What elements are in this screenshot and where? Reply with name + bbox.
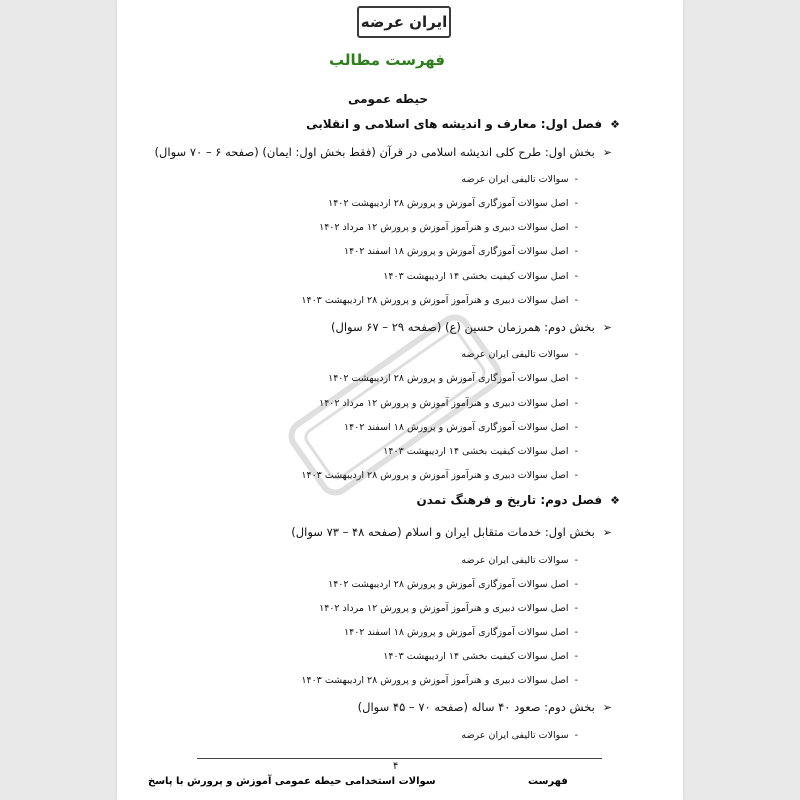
list-item: -اصل سوالات دبیری و هنرآموز آموزش و پرورش ۱۲ مرداد ۱۴۰۲ bbox=[319, 603, 578, 614]
list-item: -اصل سوالات دبیری و هنرآموز آموزش و پرورش ۲۸ اردیبهشت ۱۴۰۳ bbox=[301, 470, 578, 481]
list-item: -اصل سوالات آموزگاری آموزش و پرورش ۱۸ اسفند ۱۴۰۲ bbox=[343, 627, 578, 638]
arrow-bullet-icon: ➢ bbox=[602, 701, 612, 714]
dash-icon: - bbox=[574, 174, 578, 185]
chapter-label: فصل دوم: تاریخ و فرهنگ تمدن bbox=[416, 493, 603, 507]
section-heading: حیطه عمومی bbox=[347, 92, 428, 106]
list-item: -اصل سوالات آموزگاری آموزش و پرورش ۲۸ اردیبهشت ۱۴۰۲ bbox=[328, 373, 578, 384]
dash-icon: - bbox=[574, 198, 578, 209]
part-label: بخش دوم: همرزمان حسین (ع) (صفحه ۲۹ – ۶۷ سوال) bbox=[331, 320, 595, 334]
dash-icon: - bbox=[574, 295, 578, 306]
part-heading bbox=[155, 145, 612, 159]
footer-divider bbox=[197, 758, 602, 759]
dash-icon: - bbox=[574, 373, 578, 384]
list-item: -اصل سوالات دبیری و هنرآموز آموزش و پرورش ۱۲ مرداد ۱۴۰۲ bbox=[319, 398, 578, 409]
arrow-bullet-icon: ➢ bbox=[602, 321, 612, 334]
dash-icon: - bbox=[574, 627, 578, 638]
chapter-heading bbox=[417, 493, 620, 507]
list-item: -اصل سوالات آموزگاری آموزش و پرورش ۲۸ اردیبهشت ۱۴۰۲ bbox=[328, 198, 578, 209]
list-item: -سوالات تالیفی ایران عرضه bbox=[461, 349, 578, 360]
list-item: -اصل سوالات کیفیت بخشی ۱۴ اردیبهشت ۱۴۰۳ bbox=[383, 651, 578, 662]
list-item: -اصل سوالات کیفیت بخشی ۱۴ اردیبهشت ۱۴۰۳ bbox=[383, 271, 578, 282]
part-heading bbox=[331, 320, 612, 334]
part-heading bbox=[358, 700, 612, 714]
dash-icon: - bbox=[574, 222, 578, 233]
dash-icon: - bbox=[574, 579, 578, 590]
dash-icon: - bbox=[574, 422, 578, 433]
dash-icon: - bbox=[574, 470, 578, 481]
chapter-heading bbox=[306, 117, 620, 131]
brand-logo-text: ایران عرضه bbox=[360, 13, 448, 31]
dash-icon: - bbox=[574, 651, 578, 662]
list-item: -اصل سوالات دبیری و هنرآموز آموزش و پرورش ۲۸ اردیبهشت ۱۴۰۳ bbox=[301, 295, 578, 306]
footer-section-label: فهرست bbox=[528, 776, 568, 787]
list-item: -اصل سوالات کیفیت بخشی ۱۴ اردیبهشت ۱۴۰۳ bbox=[383, 446, 578, 457]
diamond-bullet-icon: ❖ bbox=[610, 118, 620, 131]
dash-icon: - bbox=[574, 246, 578, 257]
diamond-bullet-icon: ❖ bbox=[610, 494, 620, 507]
part-heading bbox=[291, 525, 612, 539]
list-item: -اصل سوالات آموزگاری آموزش و پرورش ۱۸ اسفند ۱۴۰۲ bbox=[343, 422, 578, 433]
footer-book-title: سوالات استخدامی حیطه عمومی آموزش و پرورش با پاسخ bbox=[148, 776, 436, 787]
dash-icon: - bbox=[574, 675, 578, 686]
list-item: -اصل سوالات آموزگاری آموزش و پرورش ۱۸ اسفند ۱۴۰۲ bbox=[343, 246, 578, 257]
part-label: بخش اول: خدمات متقابل ایران و اسلام (صفحه ۴۸ – ۷۳ سوال) bbox=[291, 525, 595, 539]
list-item: -اصل سوالات آموزگاری آموزش و پرورش ۲۸ اردیبهشت ۱۴۰۲ bbox=[328, 579, 578, 590]
dash-icon: - bbox=[574, 730, 578, 741]
dash-icon: - bbox=[574, 446, 578, 457]
dash-icon: - bbox=[574, 349, 578, 360]
brand-logo bbox=[357, 6, 451, 38]
list-item: -اصل سوالات دبیری و هنرآموز آموزش و پرورش ۱۲ مرداد ۱۴۰۲ bbox=[319, 222, 578, 233]
dash-icon: - bbox=[574, 271, 578, 282]
list-item: -اصل سوالات دبیری و هنرآموز آموزش و پرورش ۲۸ اردیبهشت ۱۴۰۳ bbox=[301, 675, 578, 686]
part-label: بخش دوم: صعود ۴۰ ساله (صفحه ۷۰ – ۴۵ سوال) bbox=[357, 700, 595, 714]
page-title: فهرست مطالب bbox=[329, 51, 445, 69]
arrow-bullet-icon: ➢ bbox=[602, 526, 612, 539]
page-number: ۴ bbox=[393, 761, 399, 772]
dash-icon: - bbox=[574, 555, 578, 566]
part-label: بخش اول: طرح کلی اندیشه اسلامی در قرآن (فقط بخش اول: ایمان) (صفحه ۶ – ۷۰ سوال) bbox=[154, 145, 595, 159]
list-item: -سوالات تالیفی ایران عرضه bbox=[461, 730, 578, 741]
dash-icon: - bbox=[574, 603, 578, 614]
list-item: -سوالات تالیفی ایران عرضه bbox=[461, 174, 578, 185]
list-item: -سوالات تالیفی ایران عرضه bbox=[461, 555, 578, 566]
dash-icon: - bbox=[574, 398, 578, 409]
arrow-bullet-icon: ➢ bbox=[602, 146, 612, 159]
chapter-label: فصل اول: معارف و اندیشه های اسلامی و انقلابی bbox=[306, 117, 603, 131]
